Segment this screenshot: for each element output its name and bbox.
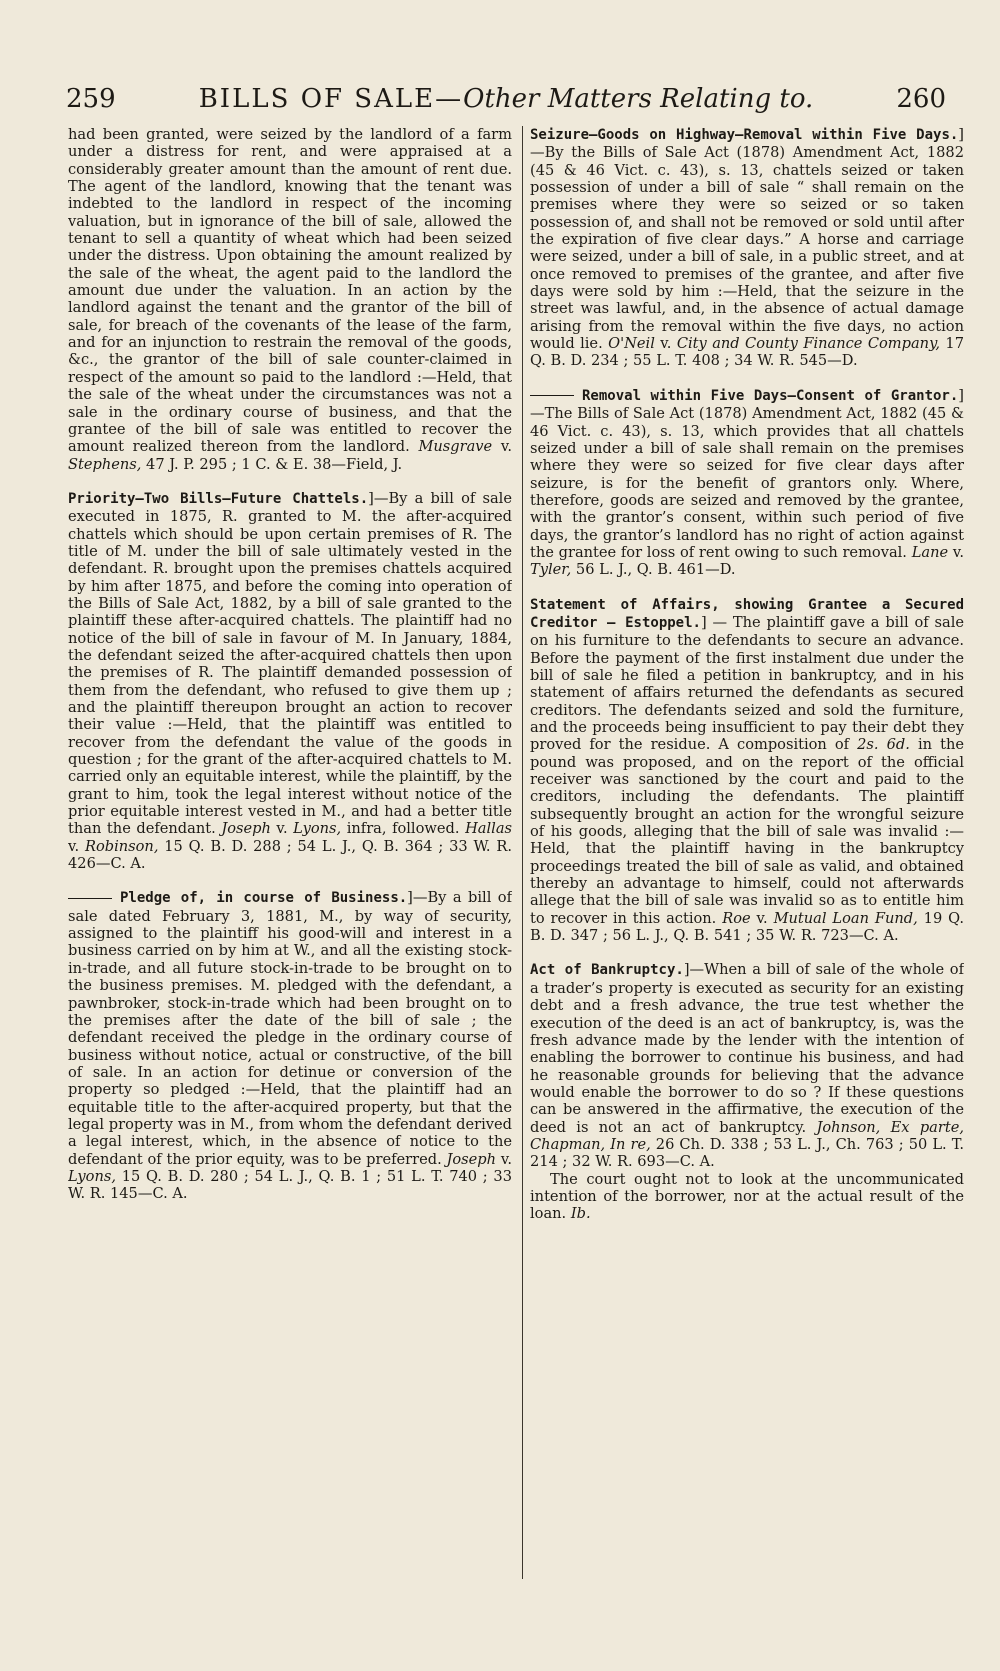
entry-heading: Act of Bankruptcy. — [530, 962, 684, 979]
ibid-citation: Ib. — [570, 1205, 591, 1223]
citation: 56 L. J., Q. B. 461—D. — [571, 561, 736, 579]
paragraph-text: ]—The Bills of Sale Act (1878) Amendment Act, 1882 (45 & 46 Vict. c. 43), s. 13, which provides that all chattels seized under a bill of sale shall remain on the premises where they were so seized for five clear days after seizure, is for the benefit of grantors only. Where, therefore, goods are seized and removed by the grantee, with the grantor’s consent, within such period of five days, the grantor’s landlord has no right of action against the grantee for loss of rent owing to such removal. — [530, 386, 964, 561]
case-name: Johnson, Ex parte, Chapman, In re, — [530, 1118, 964, 1153]
case-name: Stephens, — [68, 455, 142, 473]
citation: 47 J. P. 295 ; 1 C. & E. 38—Field, J. — [141, 455, 403, 473]
page-number-left: 259 — [66, 84, 116, 114]
paragraph-text: The court ought not to look at the uncommunicated intention of the borrower, nor at the actual result of the loan. — [530, 1170, 964, 1223]
entry-heading: Statement of Affairs, showing Grantee a Secured Creditor — Estoppel. — [530, 596, 964, 631]
case-name: Musgrave — [418, 438, 493, 456]
versus: v. — [68, 837, 85, 855]
entry-statement-of-affairs — [530, 596, 964, 945]
entry-heading: Priority—Two Bills—Future Chattels. — [68, 490, 369, 507]
case-name: Lane — [911, 543, 949, 561]
versus: v. — [750, 909, 774, 927]
citation: 15 Q. B. D. 288 ; 54 L. J., Q. B. 364 ; 33 W. R. 426—C. A. — [68, 837, 512, 873]
right-column — [530, 126, 964, 1586]
case-name: Mutual Loan Fund, — [773, 909, 918, 927]
paragraph-text: ]—By a bill of sale dated February 3, 1881, M., by way of security, assigned to the plaintiff his good-will and interest in a business carried on by him at W., and all the existing stock-in-trade, and all future stock-in-trade to be brought on to the business premises. M. pledged with the defendant, a pawnbroker, stock-in-trade which had been brought on to the premises after the date of the bill of sale ; the defendant received the pledge in the ordinary course of business without notice, actual or constructive, of the bill of sale. In an action for detinue or conversion of the property so pledged :—Held, that the plaintiff had an equitable title to the after-acquired property, but that the legal property was in M., from whom the defendant derived a legal interest, which, in the absence of notice to the defendant of the prior equity, was to be preferred. — [68, 889, 512, 1168]
paragraph-continued — [530, 1171, 964, 1223]
versus: v. — [496, 1150, 512, 1168]
paragraph-text: ]—When a bill of sale of the whole of a trader’s property is executed as security for an existing debt and a fresh advance, the true test whether the execution of the deed is an act of bankruptcy, is, was the fresh advance made by the lender with the intention of enabling the borrower to continue his business, and had he reasonable grounds for believing that the advance would enable the borrower to do so ? If these questions can be answered in the affirmative, the execution of the deed is not an act of bankruptcy. — [530, 961, 964, 1136]
case-name: Joseph — [446, 1150, 497, 1168]
entry-heading: Pledge of, in course of Business. — [120, 890, 408, 907]
citation: 19 Q. B. D. 347 ; 56 L. J., Q. B. 541 ; 35 W. R. 723—C. A. — [530, 909, 964, 945]
paragraph-text: in the pound was proposed, and on the report of the official receiver was sanctioned by the court and paid to the creditors, including the defendants. The plaintiff subsequently brought an action for the wrongful seizure of his goods, alleging that the bill of sale was invalid :—Held, that the plaintiff having in the bankruptcy proceedings treated the bill of sale as valid, and obtained thereby an advantage to himself, could not afterwards allege that the bill of sale was invalid so as to entitle him to recover in this action. — [530, 736, 964, 927]
left-column — [68, 126, 512, 1586]
case-name: Lyons, — [68, 1167, 116, 1185]
versus: v. — [492, 438, 512, 456]
case-name: Robinson, — [84, 837, 159, 855]
citation: 17 Q. B. D. 234 ; 55 L. T. 408 ; 34 W. R. 545—D. — [530, 335, 964, 370]
versus: v. — [270, 820, 294, 838]
entry-act-of-bankruptcy — [530, 961, 964, 1170]
running-title-main: BILLS OF SALE— — [198, 84, 464, 114]
ditto-dash — [68, 898, 112, 899]
citation: 26 Ch. D. 338 ; 53 L. J., Ch. 763 ; 50 L. T. 214 ; 32 W. R. 693—C. A. — [530, 1135, 964, 1171]
entry-heading: Removal within Five Days—Consent of Grantor. — [582, 387, 959, 404]
versus: v. — [654, 335, 677, 353]
entry-seizure-goods-on-highway — [530, 126, 964, 370]
running-header — [66, 84, 946, 124]
entry-removal-consent — [530, 387, 964, 579]
running-title — [66, 84, 946, 114]
page-number-right: 260 — [896, 84, 946, 114]
case-name: Joseph — [221, 820, 271, 838]
case-name: City and County Finance Company, — [676, 335, 941, 353]
entry-priority-two-bills — [68, 490, 512, 873]
paragraph-text: ]—By the Bills of Sale Act (1878) Amendment Act, 1882 (45 & 46 Vict. c. 43), s. 13, chattels seized or taken possession of under a bill of sale “ shall remain on the premises where they were so seized or so taken possession of, and shall not be removed or sold until after the expiration of five clear days.” A horse and carriage were seized, under a bill of sale, in a public street, and at once removed to premises of the grantee, and after five days were sold by him :—Held, that the seizure in the street was lawful, and, in the absence of actual damage arising from the removal within the five days, no action would lie. — [530, 126, 964, 353]
case-name: O'Neil — [608, 335, 655, 353]
paragraph-text: ] — The plaintiff gave a bill of sale on his furniture to the defendants to secure an advance. Before the payment of the first instalment due under the bill of sale he filed a petition in bankruptcy, and in his statement of affairs returned the defendants as secured creditors. The defendants seized and sold the furniture, and the proceeds being insufficient to pay their debt they proved for the residue. A composition of — [530, 613, 964, 754]
column-divider — [522, 126, 523, 1579]
case-name: Hallas — [465, 820, 512, 838]
paragraph-continued — [68, 126, 512, 473]
ditto-dash — [530, 395, 574, 396]
paragraph-text: ]—By a bill of sale executed in 1875, R. granted to M. the after-acquired chattels which should be upon certain premises of R. The title of M. under the bill of sale ultimately vested in the defendant. R. brought upon the premises chattels acquired by him after 1875, and before the coming into operation of the Bills of Sale Act, 1882, by a bill of sale granted to the plaintiff these after-acquired chattels. The plaintiff had no notice of the bill of sale in favour of M. In January, 1884, the defendant seized the after-acquired chattels then upon the premises of R. The plaintiff demanded possession of them from the defendant, who refused to give them up ; and the plaintiff thereupon brought an action to recover their value :—Held, that the plaintiff was entitled to recover from the defendant the value of the goods in question ; for the grant of the after-acquired chattels to M. carried only an equitable interest, while the plaintiff, by the grant to him, took the legal interest without notice of the prior equitable interest vested in M., and had a better title than the defendant. — [68, 489, 512, 838]
case-name: Lyons, — [293, 820, 342, 838]
case-name: Roe — [722, 909, 751, 927]
entry-pledge-of — [68, 889, 512, 1202]
case-name: Tyler, — [530, 561, 572, 579]
running-title-italic: Other Matters Relating to. — [463, 84, 814, 114]
money-amount: 2s. 6d. — [857, 736, 910, 754]
citation-text: infra, followed. — [341, 820, 466, 838]
citation: 15 Q. B. D. 280 ; 54 L. J., Q. B. 1 ; 51 L. T. 740 ; 33 W. R. 145—C. A. — [68, 1167, 512, 1203]
versus: v. — [948, 543, 964, 561]
paragraph-text: had been granted, were seized by the landlord of a farm under a distress for rent, and were appraised at a considerably greater amount than the amount of rent due. The agent of the landlord, knowing that the tenant was indebted to the landlord in respect of the incoming valuation, but in ignorance of the bill of sale, allowed the tenant to sell a quantity of wheat which had been seized under the distress. Upon obtaining the amount realized by the sale of the wheat, the agent paid to the landlord the amount due under the valuation. In an action by the landlord against the tenant and the grantor of the bill of sale, for breach of the covenants of the lease of the farm, and for an injunction to restrain the removal of the goods, &c., the grantor of the bill of sale counter-claimed in respect of the amount so paid to the landlord :—Held, that the sale of the wheat under the circumstances was not a sale in the ordinary course of business, and that the grantee of the bill of sale was entitled to recover the amount realized thereon from the landlord. — [68, 126, 512, 456]
entry-heading: Seizure—Goods on Highway—Removal within Five Days. — [530, 127, 959, 143]
